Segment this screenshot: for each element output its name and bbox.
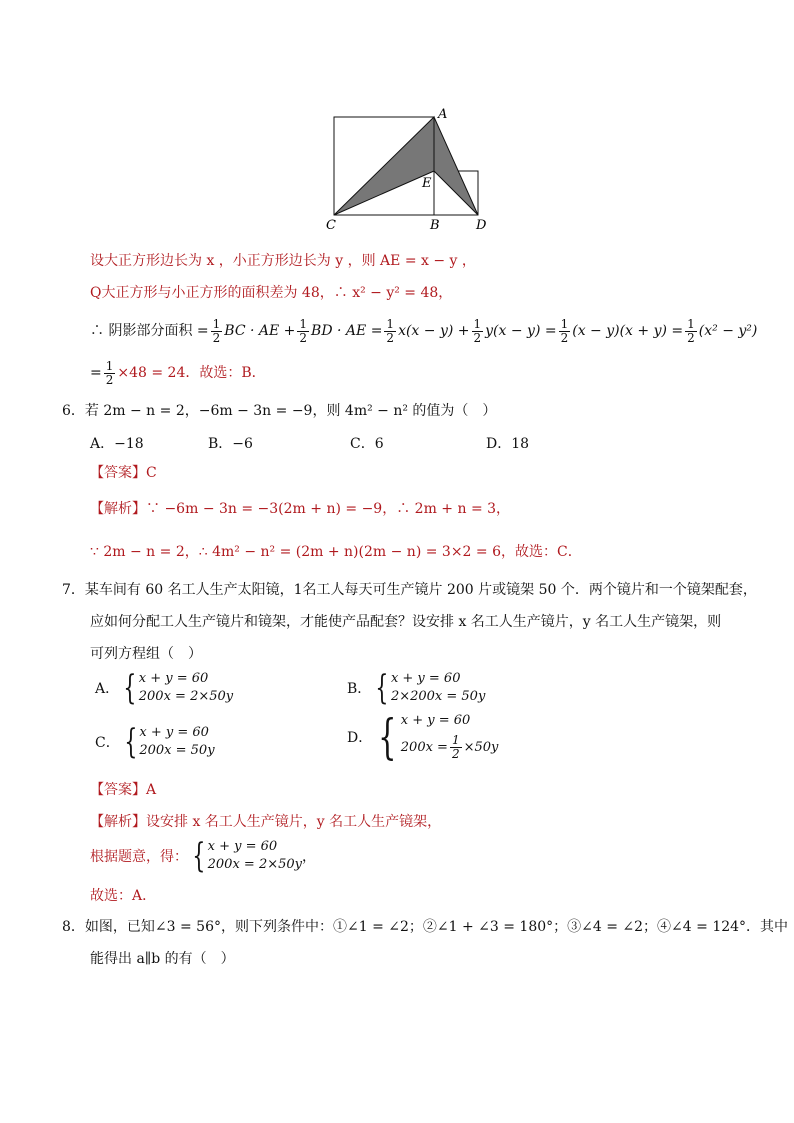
q7-option-c: C． { x + y = 60 200x = 50y <box>95 722 215 762</box>
q7-stem-3: 可列方程组（ ） <box>90 646 202 662</box>
q7-analysis-1: 【解析】设安排 x 名工人生产镜片，y 名工人生产镜架， <box>90 814 442 830</box>
label-e: E <box>422 176 432 191</box>
q7-answer: 【答案】A <box>90 782 157 798</box>
q6-analysis-2: ∵ 2m − n = 2，∴ 4m² − n² = (2m + n)(2m − n) = 3×2 = 6，故选：C． <box>90 544 582 560</box>
fraction-half: $\frac{1}{2}$ <box>212 316 221 345</box>
fraction-half: $\frac{1}{2}$ <box>473 316 482 345</box>
label-b: B <box>430 218 440 233</box>
q6-option-a: A．−18 <box>90 436 144 452</box>
sol5-line3-c: BD · AE = <box>311 323 383 339</box>
sol5-line2: Q大正方形与小正方形的面积差为 48，∴ x² − y² = 48， <box>90 285 453 301</box>
sol5-line3-b: BC · AE + <box>224 323 296 339</box>
q7-stem-2: 应如何分配工人生产镜片和镜架，才能使产品配套？设安排 x 名工人生产镜片，y 名工人生产镜架，则 <box>90 614 722 630</box>
q6-analysis-1: 【解析】∵ −6m − 3n = −3(2m + n) = −9，∴ 2m + n = 3， <box>90 501 511 517</box>
q7-analysis-2: 根据题意，得： { x + y = 60 200x = 2×50y ， <box>90 836 316 876</box>
sol5-line4-a: = <box>90 365 102 381</box>
sol5-line3-a: ∴ 阴影部分面积 = <box>90 323 209 339</box>
label-c: C <box>326 218 336 233</box>
sol5-line1: 设大正方形边长为 x ，小正方形边长为 y ，则 AE = x − y ， <box>90 253 476 269</box>
sol5-line3-f: (x − y)(x + y) = <box>572 323 684 339</box>
sol5-line3 <box>90 316 757 346</box>
fraction-half: $\frac{1}{2}$ <box>687 316 695 345</box>
geometry-figure <box>320 105 495 235</box>
fraction-half: $\frac{1}{2}$ <box>299 316 308 345</box>
q7-analysis-3: 故选：A． <box>90 888 157 904</box>
q7-stem-1: 7．某车间有 60 名工人生产太阳镜，1名工人每天可生产镜片 200 片或镜架 50 个．两个镜片和一个镜架配套， <box>62 582 757 598</box>
fraction-half: $\frac{1}{2}$ <box>386 316 395 345</box>
label-a: A <box>438 107 448 122</box>
sol5-line3-g: (x² − y²) <box>698 323 758 339</box>
q6-answer: 【答案】C <box>90 465 157 481</box>
q7-option-b: B． { x + y = 60 2×200x = 50y <box>347 668 486 708</box>
q6-option-c: C．6 <box>350 436 384 452</box>
sol5-line4 <box>90 358 266 388</box>
q8-stem-1: 8．如图，已知∠3 = 56°，则下列条件中：①∠1 = ∠2；②∠1 + ∠3 = 180°；③∠4 = ∠2；④∠4 = 124°．其中 <box>62 919 789 935</box>
shaded-triangle-left <box>334 117 434 215</box>
shaded-triangle-right <box>434 117 478 215</box>
fraction-half: $\frac{1}{2}$ <box>560 316 569 345</box>
q8-stem-2: 能得出 a∥b 的有（ ） <box>90 951 235 967</box>
sol5-line3-e: y(x − y) = <box>485 323 557 339</box>
sol5-line4-b: ×48 = 24．故选：B． <box>117 365 266 381</box>
q7-option-d: D． { x + y = 60 200x = $\frac{1}{2}$ ×50y <box>347 708 499 765</box>
q6-option-d: D．18 <box>486 436 530 452</box>
q6-stem: 6．若 2m − n = 2，−6m − 3n = −9，则 4m² − n² 的值为（ ） <box>62 403 497 419</box>
sol5-line3-d: x(x − y) + <box>398 323 470 339</box>
q7-option-a: A． { x + y = 60 200x = 2×50y <box>95 668 234 708</box>
q6-option-b: B．−6 <box>208 436 253 452</box>
fraction-half: $\frac{1}{2}$ <box>105 358 114 387</box>
label-d: D <box>476 218 487 233</box>
